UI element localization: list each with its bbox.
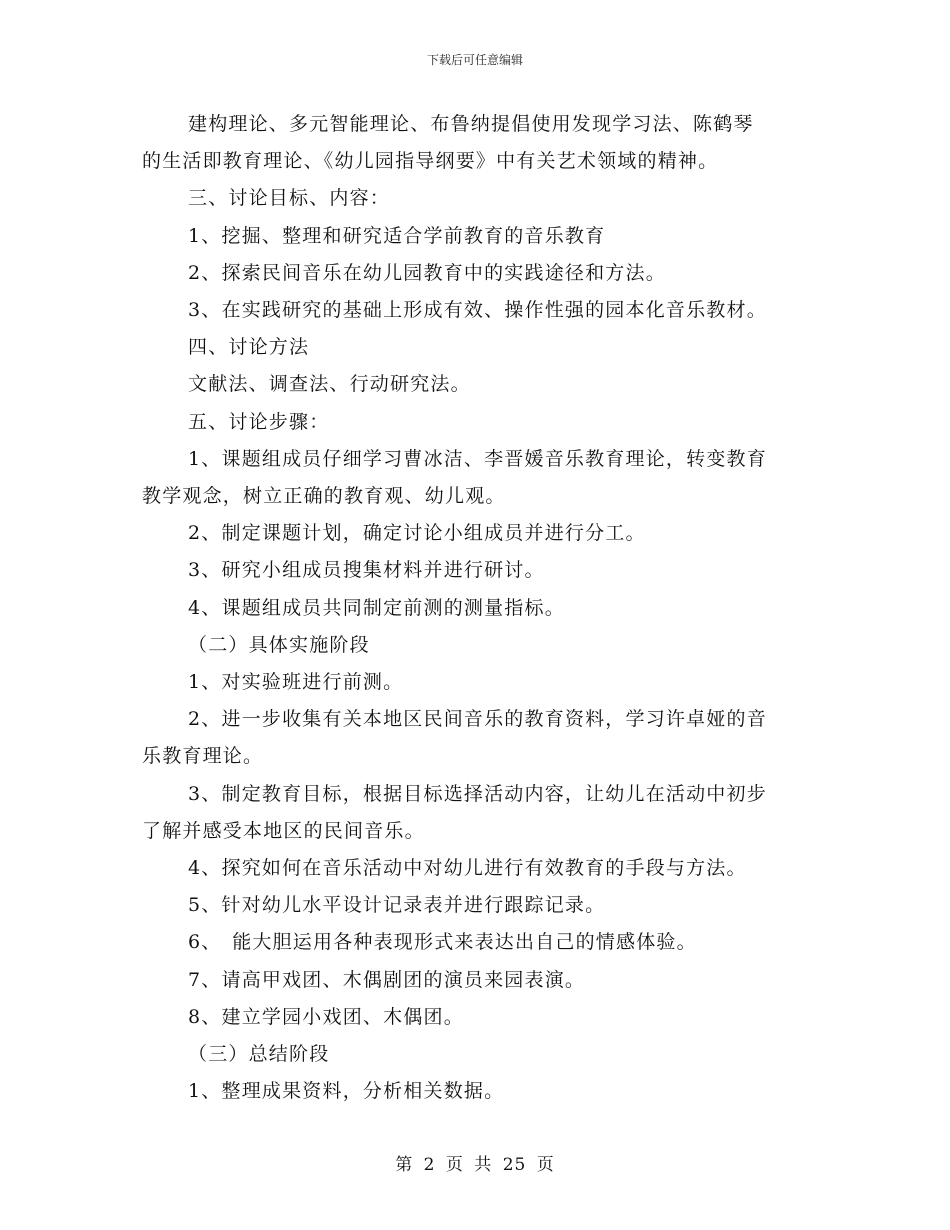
paragraph-line: （二）具体实施阶段 (188, 633, 370, 656)
paragraph-line: 5、针对幼儿水平设计记录表并进行跟踪记录。 (188, 894, 606, 917)
page-header: 下载后可任意编辑 (426, 53, 523, 67)
paragraph-line: 了解并感受本地区的民间音乐。 (142, 819, 425, 842)
paragraph-line: 4、课题组成员共同制定前测的测量指标。 (188, 596, 565, 619)
paragraph-line: 乐教育理论。 (142, 745, 264, 768)
paragraph-line: 3、研究小组成员搜集材料并进行研讨。 (188, 559, 545, 582)
paragraph-line: 2、制定课题计划，确定讨论小组成员并进行分工。 (188, 522, 646, 545)
paragraph-line: 1、整理成果资料，分析相关数据。 (188, 1080, 505, 1103)
paragraph-line: 文献法、调查法、行动研究法。 (188, 373, 471, 396)
paragraph-line: 4、探究如何在音乐活动中对幼儿进行有效教育的手段与方法。 (188, 857, 747, 880)
paragraph-line: 1、挖掘、整理和研究适合学前教育的音乐教育 (188, 224, 606, 247)
paragraph-line: （三）总结阶段 (188, 1043, 330, 1066)
paragraph-line: 7、请高甲戏团、木偶剧团的演员来园表演。 (188, 968, 586, 991)
document-body (142, 106, 812, 1110)
paragraph-line: 建构理论、多元智能理论、布鲁纳提倡使用发现学习法、陈鹤琴 (188, 113, 754, 135)
paragraph-line: 8、建立学园小戏团、木偶团。 (188, 1005, 464, 1028)
paragraph-line: 教学观念，树立正确的教育观、幼儿观。 (142, 485, 506, 508)
paragraph-line: 2、探索民间音乐在幼儿园教育中的实践途径和方法。 (188, 261, 666, 284)
paragraph-line: 3、在实践研究的基础上形成有效、操作性强的园本化音乐教材。 (188, 299, 767, 322)
paragraph-line: 1、课题组成员仔细学习曹冰洁、李晋媛音乐教育理论，转变教育 (188, 447, 767, 470)
paragraph-line: 2、进一步收集有关本地区民间音乐的教育资料，学习许卓娅的音 (188, 708, 767, 731)
paragraph-line: 三、讨论目标、内容： (188, 187, 391, 210)
paragraph-line: 6、 能大胆运用各种表现形式来表达出自己的情感体验。 (188, 931, 697, 954)
paragraph-line: 的生活即教育理论、《幼儿园指导纲要》中有关艺术领域的精神。 (142, 150, 719, 173)
paragraph-line: 3、制定教育目标，根据目标选择活动内容，让幼儿在活动中初步 (188, 782, 767, 805)
paragraph-line: 1、对实验班进行前测。 (188, 671, 404, 694)
paragraph-line: 四、讨论方法 (188, 336, 310, 359)
paragraph-line: 五、讨论步骤： (188, 410, 330, 433)
page-number-footer: 第 2 页 共 25 页 (395, 1155, 555, 1175)
